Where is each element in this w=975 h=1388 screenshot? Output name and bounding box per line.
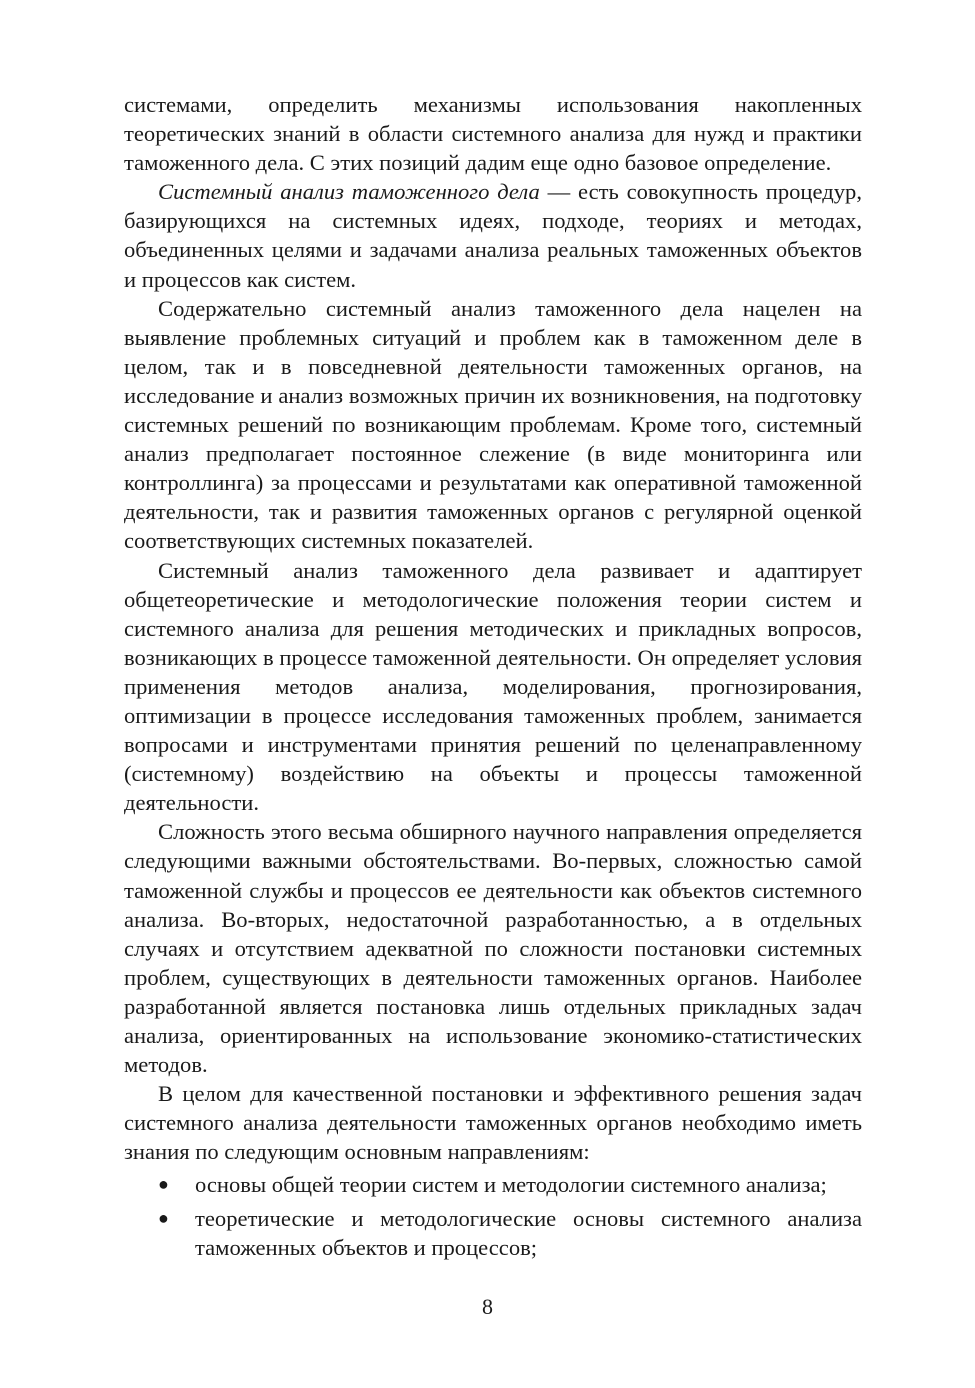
paragraph: Системный анализ таможенного дела развивает и адаптирует общетеоретические и методологические положения теории систем и системного анализа для решения методических и прикладных вопросов, возникающих в процессе таможенной деятельности. Он определяет условия применения методов анализа, моделирования, прогнозирования, оптимизации в процессе исследования таможенных проблем, занимается вопросами и инструментами принятия решений по целенаправленному (системному) воздействию на объекты и процессы таможенной деятельности. (124, 557, 862, 816)
bullet-icon: ● (158, 1207, 169, 1228)
page-number: 8 (482, 1294, 493, 1319)
definition-text: — есть совокупность процедур, базирующихся на системных идеях, подходе, теориях и методах, объединенных целями и задачами анализа реальных таможенных объектов и процессов как систем. (124, 179, 862, 292)
paragraph-definition (124, 177, 862, 293)
page-body (124, 90, 862, 1262)
paragraph: Содержательно системный анализ таможенного дела нацелен на выявление проблемных ситуаций и проблем как в таможенном деле в целом, так и в повседневной деятельности таможенных органов, на исследование и анализ возможных причин их возникновения, на подготовку системных решений по возникающим проблемам. Кроме того, системный анализ предполагает постоянное слежение (в виде мониторинга или контроллинга) за процессами и результатами как оперативной таможенной деятельности, так и развития таможенных органов с регулярной оценкой соответствующих системных показателей. (124, 295, 862, 554)
list-item (124, 1204, 862, 1262)
paragraph-list-intro: В целом для качественной постановки и эффективного решения задач системного анализа деятельности таможенных органов необходимо иметь знания по следующим основным направлениям: (124, 1081, 862, 1165)
list-item-text: теоретические и методологические основы системного анализа таможенных объектов и процессов; (195, 1205, 862, 1260)
list-item (124, 1170, 862, 1199)
paragraph: Сложность этого весьма обширного научного направления определяется следующими важными обстоятельствами. Во-первых, сложностью самой таможенной службы и процессов ее деятельности как объектов системного анализа. Во-вторых, недостаточной разработанностью, а в отдельных случаях и отсутствием адекватной по сложности постановки системных проблем, существующих в деятельности таможенных органов. Наиболее разработанной является постановка лишь отдельных прикладных задач анализа, ориентированных на использование экономико-статистических методов. (124, 819, 862, 1078)
bullet-icon: ● (158, 1174, 169, 1195)
bullet-list (124, 1170, 862, 1261)
list-item-text: основы общей теории систем и методологии системного анализа; (195, 1172, 827, 1198)
defined-term: Системный анализ таможенного дела (158, 179, 540, 205)
paragraph-continued: системами, определить механизмы использования накопленных теоретических знаний в области системного анализа для нужд и практики таможенного дела. С этих позиций дадим еще одно базовое определение. (124, 92, 862, 176)
